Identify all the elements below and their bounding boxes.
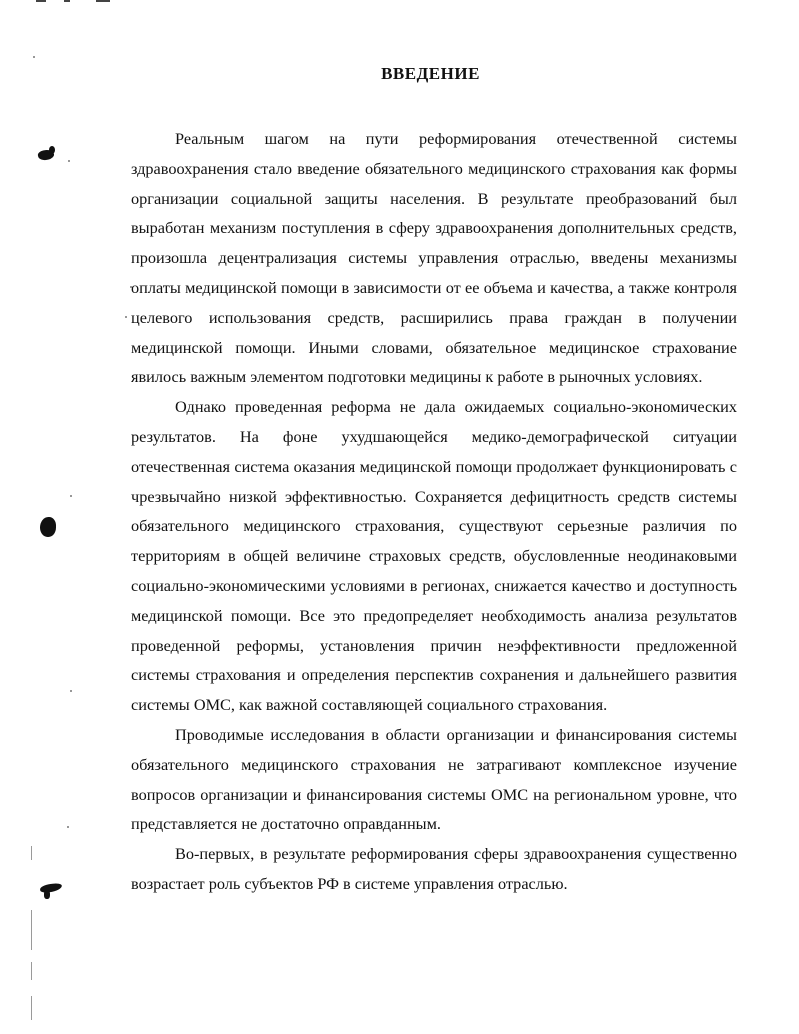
scan-edge-line xyxy=(31,962,32,980)
scan-artifact xyxy=(96,0,110,2)
page-title: ВВЕДЕНИЕ xyxy=(381,64,480,83)
scan-blot xyxy=(40,883,63,894)
paragraph-4: Во-первых, в результате реформирования сферы здравоохранения существенно возрастает роль субъектов РФ в системе управления отраслью. xyxy=(131,844,737,893)
scan-speck xyxy=(33,56,35,58)
paragraph-3: Проводимые исследования в области организации и финансирования системы обязательного медицинского страхования не затрагивают комплексное изучение вопросов организации и финансирования системы ОМС на региональном уровне, что представляется не достаточно оправданным. xyxy=(131,724,737,834)
scan-artifact xyxy=(64,0,70,2)
scan-edge-line xyxy=(31,846,32,860)
scan-blot xyxy=(40,517,56,537)
scan-speck xyxy=(125,316,127,318)
scan-edge-line xyxy=(31,910,32,950)
scan-speck xyxy=(70,690,72,692)
scan-blot xyxy=(49,146,55,154)
scan-blot xyxy=(44,890,50,899)
document-body xyxy=(131,124,737,899)
scan-edge-line xyxy=(31,996,32,1020)
paragraph-2: Однако проведенная реформа не дала ожидаемых социально-экономических результатов. На фоне ухудшающейся медико-демографической ситуации отечественная система оказания медицинской помощи продолжает функционировать с чрезвычайно низкой эффективностью. Сохраняется дефицитность средств системы обязательного медицинского страхования, существуют серьезные различия по территориям в общей величине страховых средств, обусловленные неодинаковыми социально-экономическими условиями в регионах, снижается качество и доступность медицинской помощи. Все это предопределяет необходимость анализа результатов проведенной реформы, установления причин неэффективности предложенной системы страхования и определения перспектив сохранения и дальнейшего развития системы ОМС, как важной составляющей социального страхования. xyxy=(131,397,737,715)
scan-speck xyxy=(68,160,70,162)
scan-artifact xyxy=(36,0,46,2)
scan-speck xyxy=(67,826,69,828)
scan-speck xyxy=(70,495,72,497)
paragraph-1: Реальным шагом на пути реформирования отечественной системы здравоохранения стало введение обязательного медицинского страхования как формы организации социальной защиты населения. В результате преобразований был выработан механизм поступления в сферу здравоохранения дополнительных средств, произошла децентрализация системы управления отраслью, введены механизмы оплаты медицинской помощи в зависимости от ее объема и качества, а также контроля целевого использования средств, расширились права граждан в получении медицинской помощи. Иными словами, обязательное медицинское страхование явилось важным элементом подготовки медицины к работе в рыночных условиях. xyxy=(131,129,737,387)
